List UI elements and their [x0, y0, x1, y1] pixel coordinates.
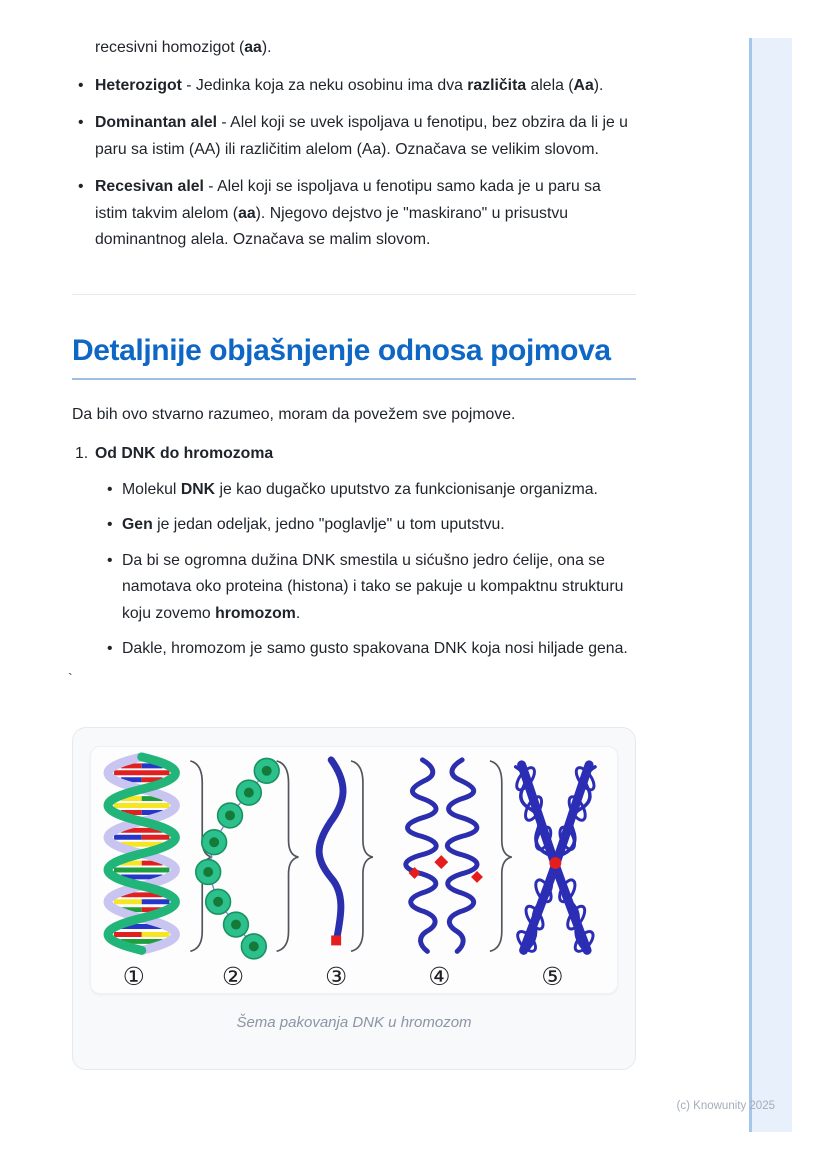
list-item: • Heterozigot - Jedinka koja za neku osobinu ima dva različita alela (Aa).	[72, 73, 636, 100]
list-number: 1.	[75, 445, 89, 462]
stray-backtick: `	[68, 669, 73, 686]
section-divider	[72, 294, 636, 295]
dna-helix-illustration	[108, 756, 175, 949]
scroll-indicator	[749, 38, 792, 1132]
numbered-list-item	[72, 441, 636, 468]
intro-paragraph: Da bih ovo stvarno razumeo, moram da povežem sve pojmove.	[72, 405, 516, 423]
brace-icon	[490, 760, 512, 950]
figure-card	[72, 727, 636, 1070]
list-item: • Gen je jedan odeljak, jedno "poglavlje" u tom uputstvu.	[72, 512, 636, 539]
stage-label-1: ①	[122, 961, 145, 991]
document-content	[68, 0, 636, 1070]
list-item: • Dominantan alel - Alel koji se uvek ispoljava u fenotipu, bez obzira da li je u paru sa istim (AA) ili različitim alelom (Aa). Označava se velikim slovom.	[72, 110, 636, 163]
list-item: • Recesivan alel - Alel koji se ispoljava u fenotipu samo kada je u paru sa istim takvim alelom (aa). Njegovo dejstvo je "maskirano" u prisustvu dominantnog alela. Označava se malim slovom.	[72, 174, 636, 254]
copyright-notice: (c) Knowunity 2025	[676, 1100, 775, 1112]
term-bullet-list	[72, 73, 636, 254]
brace-icon	[277, 760, 299, 950]
list-item: • Da bi se ogromna dužina DNK smestila u sićušno jedro ćelije, ona se namotava oko proteina (histona) i tako se pakuje u kompaktnu strukturu koju zovemo hromozom.	[72, 548, 636, 628]
stage-label-4: ④	[428, 961, 451, 991]
stage-label-3: ③	[325, 961, 348, 991]
dna-packing-diagram	[91, 747, 617, 993]
section-heading: Detaljnije objašnjenje odnosa pojmova	[72, 333, 636, 380]
chromatin-fiber-illustration	[319, 759, 343, 944]
brace-icon	[351, 760, 373, 950]
brace-icon	[190, 760, 212, 950]
chromosome-x-illustration	[513, 764, 597, 954]
figure-caption: Šema pakovanja DNK u hromozom	[236, 1013, 472, 1031]
list-item: • Molekul DNK je kao dugačko uputstvo za funkcionisanje organizma.	[72, 477, 636, 504]
paragraph-continuation: recesivni homozigot (aa).	[95, 39, 272, 56]
sub-bullet-list	[72, 477, 636, 663]
numbered-item-title: Od DNK do hromozoma	[95, 445, 274, 462]
stage-label-2: ②	[221, 961, 245, 991]
list-item: • Dakle, hromozom je samo gusto spakovana DNK koja nosi hiljade gena.	[72, 636, 636, 663]
figure-image	[90, 746, 618, 994]
stage-label-5: ⑤	[541, 961, 564, 991]
